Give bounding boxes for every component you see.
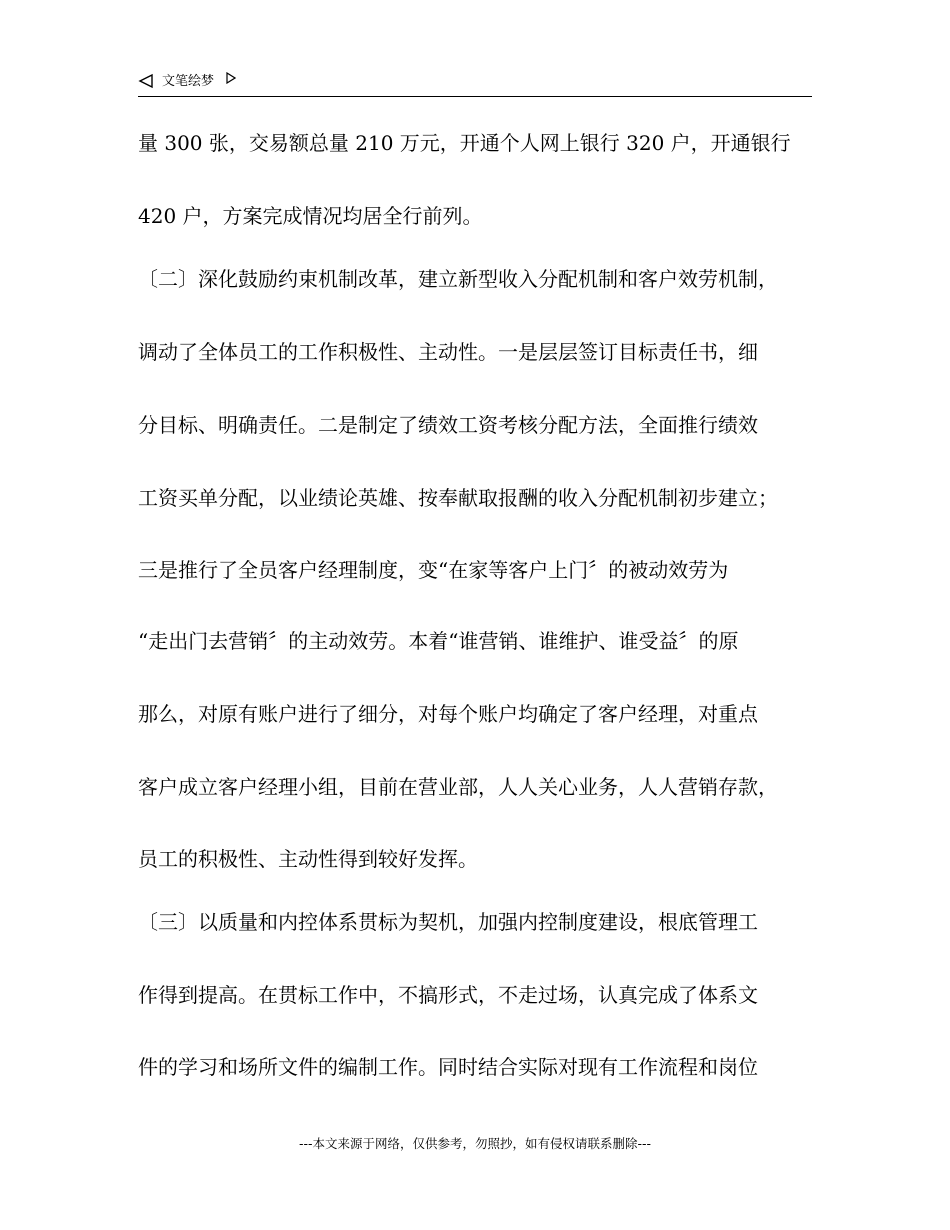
page-header <box>138 70 812 97</box>
body-line: 件的学习和场所文件的编制工作。同时结合实际对现有工作流程和岗位 <box>138 1055 758 1079</box>
header-title: 文笔绘梦 <box>162 74 215 89</box>
body-line: 〔二〕深化鼓励约束机制改革，建立新型收入分配机制和客户效劳机制， <box>138 267 778 291</box>
body-line: “走出门去营销〞的主动效劳。本着“谁营销、谁维护、谁受益〞的原 <box>138 629 739 653</box>
body-line: 那么，对原有账户进行了细分，对每个账户均确定了客户经理，对重点 <box>138 702 758 726</box>
body-line: 〔三〕以质量和内控体系贯标为契机，加强内控制度建设，根底管理工 <box>138 910 758 934</box>
body-line: 量 300 张，交易额总量 210 万元，开通个人网上银行 320 户，开通银行 <box>138 131 791 155</box>
body-line: 420 户，方案完成情况均居全行前列。 <box>138 204 483 228</box>
body-line: 三是推行了全员客户经理制度，变“在家等客户上门〞的被动效劳为 <box>138 558 729 582</box>
triangle-right-outline-icon <box>226 72 236 84</box>
triangle-left-outline-icon <box>138 73 154 89</box>
body-line: 分目标、明确责任。二是制定了绩效工资考核分配方法，全面推行绩效 <box>138 413 758 437</box>
body-line: 工资买单分配，以业绩论英雄、按奉献取报酬的收入分配机制初步建立； <box>138 486 778 510</box>
body-line: 客户成立客户经理小组，目前在营业部，人人关心业务，人人营销存款， <box>138 775 778 799</box>
footer-disclaimer: ---本文来源于网络，仅供参考，勿照抄，如有侵权请联系删除--- <box>298 1136 652 1151</box>
body-line: 调动了全体员工的工作积极性、主动性。一是层层签订目标责任书，细 <box>138 340 758 364</box>
body-line: 员工的积极性、主动性得到较好发挥。 <box>138 847 478 871</box>
body-line: 作得到提高。在贯标工作中，不搞形式，不走过场，认真完成了体系文 <box>138 983 758 1007</box>
